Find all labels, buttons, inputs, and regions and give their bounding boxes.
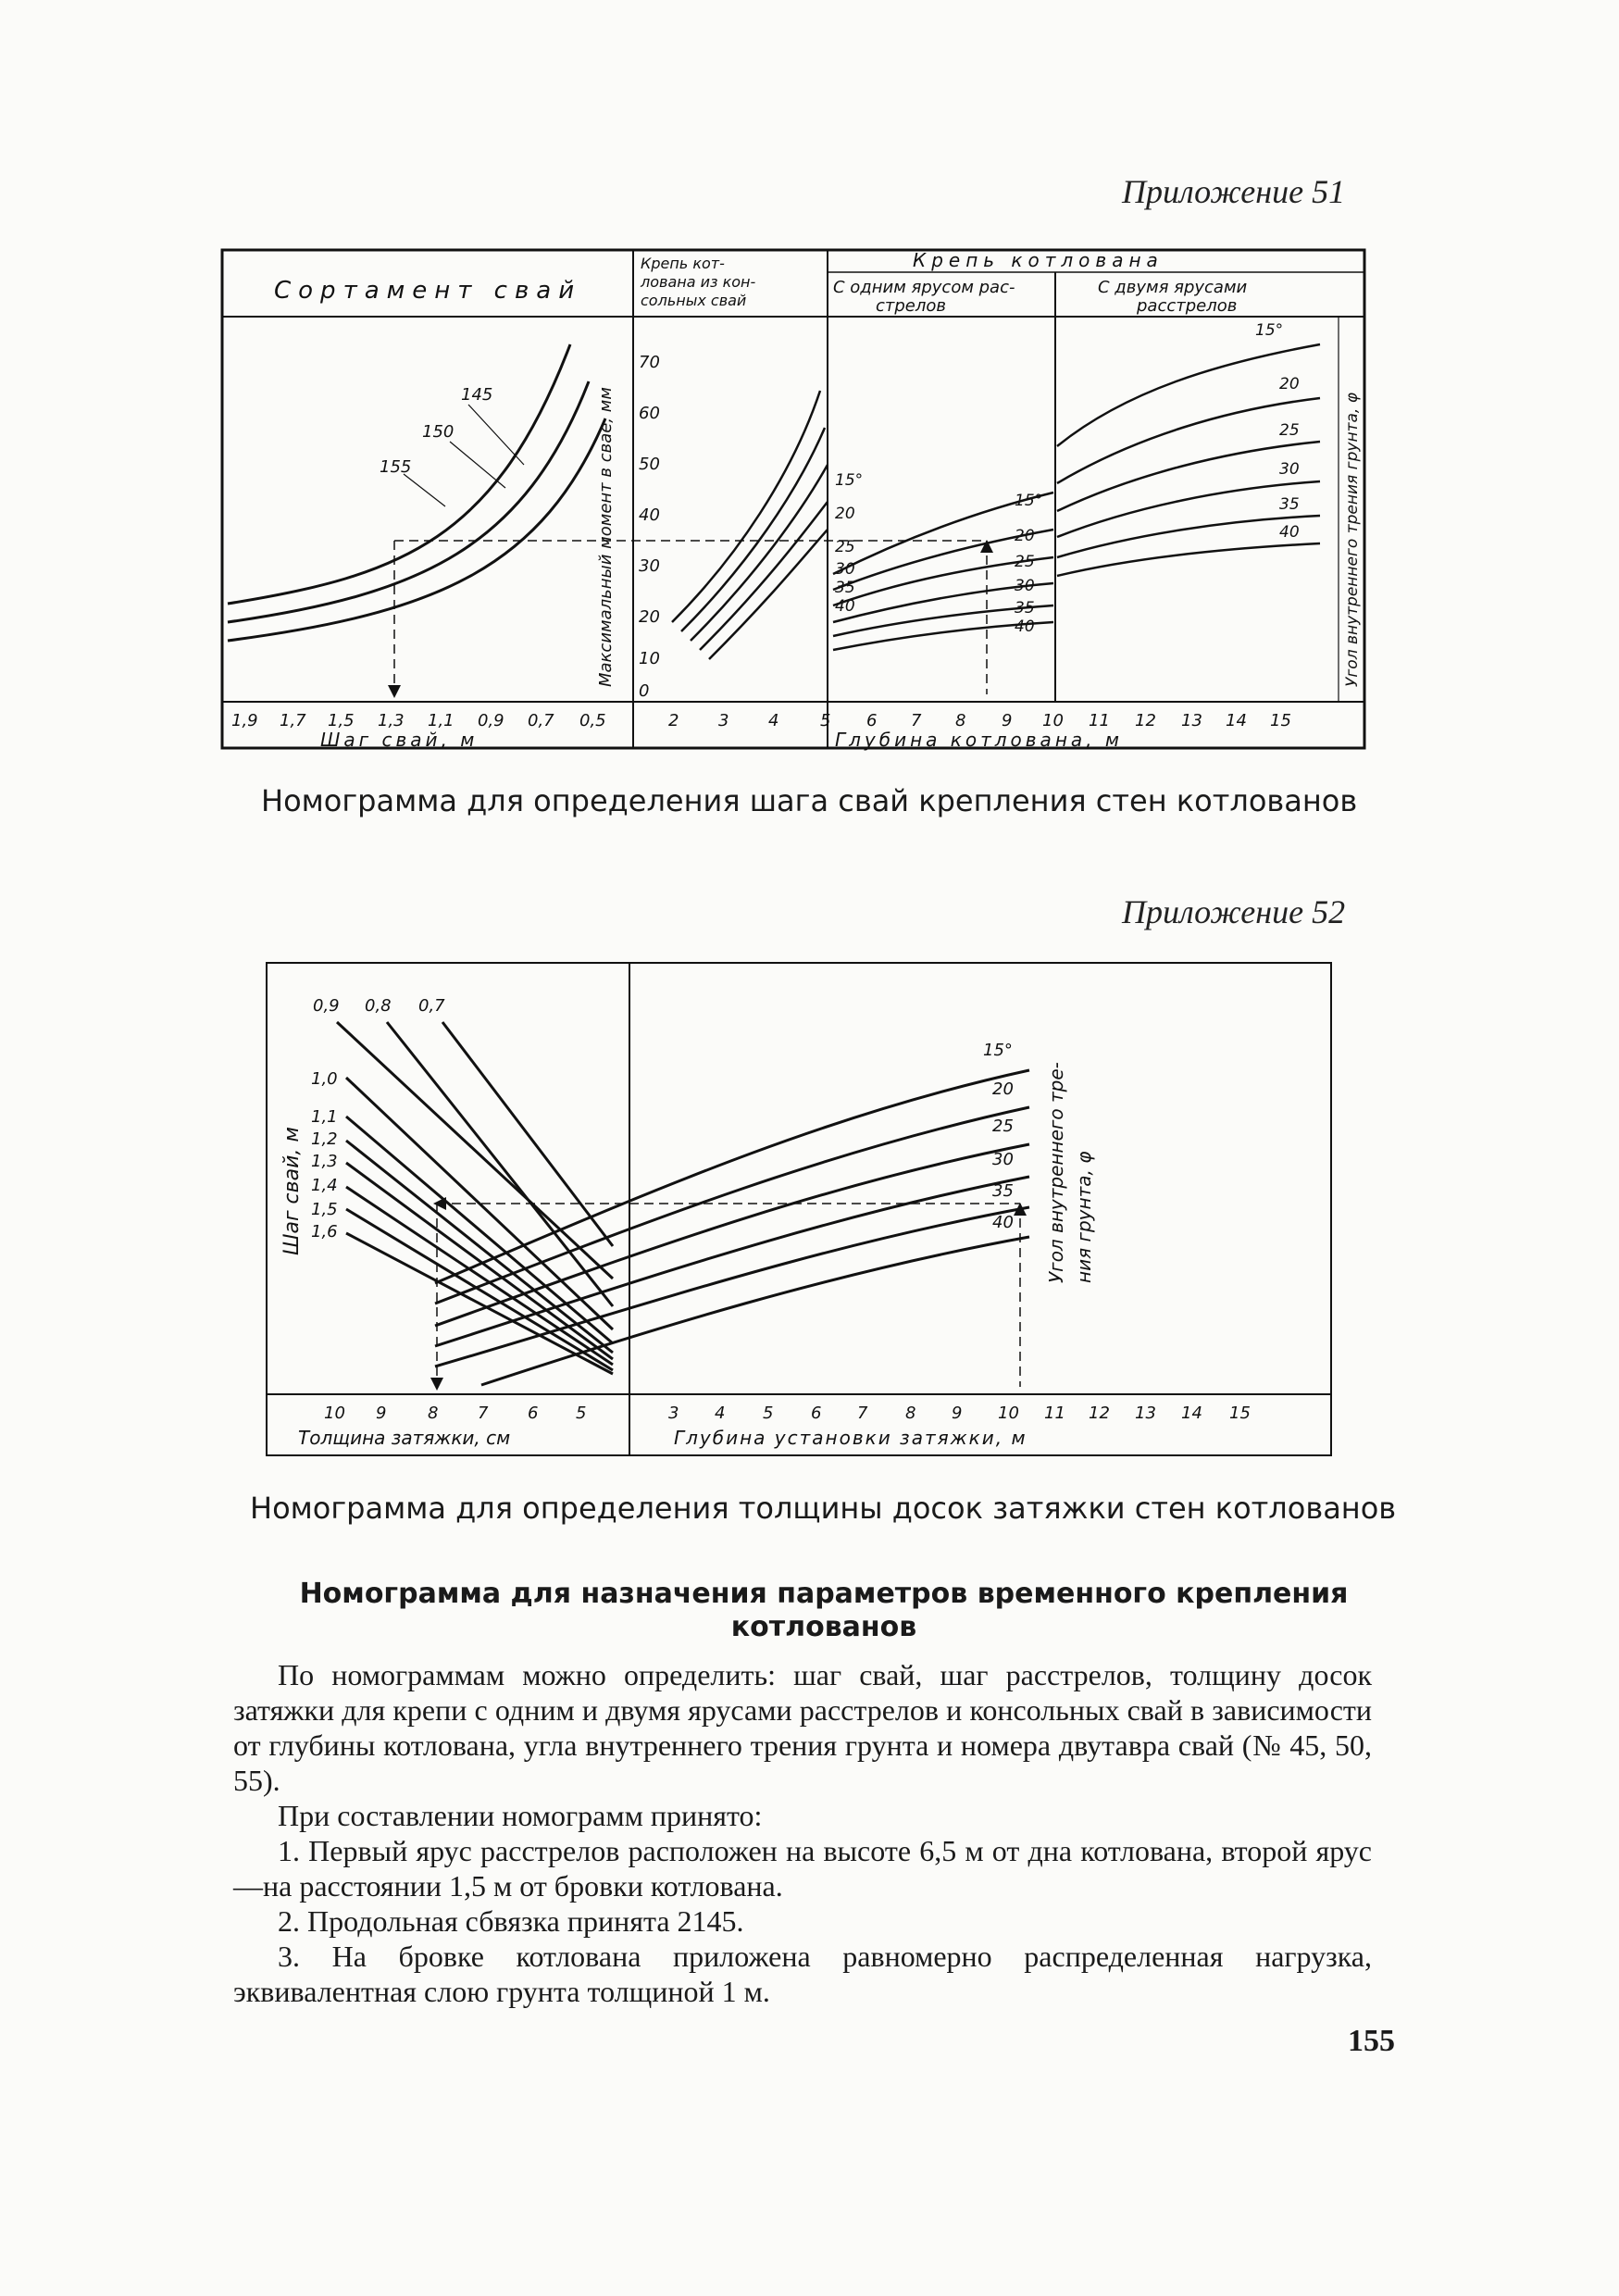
depth-tick: 14 (1226, 711, 1247, 730)
step-axis-label-2: Шаг свай, м (280, 1127, 304, 1255)
profile-curve-145 (228, 418, 605, 641)
step-tick: 0,9 (478, 711, 504, 730)
depth-tick: 12 (1135, 711, 1156, 730)
step-tick: 1,3 (378, 711, 405, 730)
konsol-angle-label: 30 (835, 560, 855, 579)
two-tier-angle-label: 40 (1279, 523, 1300, 542)
step-tick: 1,7 (280, 711, 306, 730)
depth-tick: 11 (1089, 711, 1110, 730)
depth-tick: 6 (866, 711, 878, 730)
moment-tick: 20 (639, 607, 660, 627)
step-tick: 1,9 (231, 711, 258, 730)
konsol-angle-label: 15° (835, 471, 864, 490)
paragraph-item-3: 3. На бровке котлована приложена равномерно распределенная нагрузка, эквивалентная слою грунта толщиной 1 м. (233, 1940, 1372, 2008)
depth-tick: 2 (668, 711, 679, 730)
moment-tick: 50 (639, 455, 660, 474)
step-label-left: 1,6 (311, 1222, 338, 1242)
depth-tick-2: 12 (1089, 1404, 1110, 1423)
angle-axis-label-2b: ния грунта, φ (1073, 1151, 1095, 1283)
two-tier-angle-label: 20 (1279, 375, 1300, 393)
header-krep: Крепь котлована (913, 249, 1164, 271)
one-tier-angle-label: 15° (1015, 492, 1043, 510)
section-heading (278, 1578, 1370, 1644)
konsol-angle-label: 25 (835, 538, 855, 556)
paragraph-assumptions: При составлении номограмм принято: (278, 1799, 763, 1832)
depth-tick-2: 14 (1181, 1404, 1202, 1423)
one-tier-angle-label: 35 (1015, 599, 1035, 618)
two-tier-angle-label: 30 (1279, 460, 1300, 479)
nomogram-pile-step (218, 243, 1370, 752)
moment-tick: 40 (639, 505, 660, 525)
angle-axis-label-2a: Угол внутреннего тре- (1045, 1062, 1067, 1283)
thickness-tick: 6 (528, 1404, 539, 1423)
profile-curve-150 (228, 381, 589, 622)
profile-label-145: 145 (461, 385, 493, 405)
depth-tick-2: 10 (998, 1404, 1019, 1423)
depth-tick-2: 13 (1135, 1404, 1156, 1423)
step-label-left: 1,2 (311, 1129, 338, 1149)
step-label-left: 1,3 (311, 1152, 338, 1171)
step-label-left: 1,5 (311, 1200, 338, 1219)
depth-tick: 15 (1270, 711, 1291, 730)
nomogram-lagging-thickness (261, 959, 1337, 1459)
depth-tick: 8 (955, 711, 966, 730)
step-tick: 0,7 (528, 711, 554, 730)
depth-tick-2: 6 (811, 1404, 822, 1423)
caption-nomogram-2: Номограмма для определения толщины досок затяжки стен котлованов (250, 1491, 1397, 1526)
step-tick: 1,1 (428, 711, 455, 730)
moment-axis-label: Максимальный момент в свае, мм (596, 387, 616, 687)
depth-tick: 10 (1042, 711, 1064, 730)
depth-tick-2: 15 (1229, 1404, 1251, 1423)
depth-tick-2: 4 (715, 1404, 726, 1423)
two-tier-angle-label: 25 (1279, 421, 1300, 440)
appendix-51-label: Приложение 51 (1122, 173, 1346, 210)
step-label-left: 1,4 (311, 1176, 338, 1195)
profile-label-150: 150 (422, 422, 455, 442)
thickness-tick: 9 (376, 1404, 387, 1423)
paragraph-item-1: 1. Первый ярус расстрелов расположен на высоте 6,5 м от дна котлована, второй ярус—на расстоянии 1,5 м от бровки котлована. (233, 1834, 1372, 1903)
angle-label: 40 (992, 1213, 1014, 1232)
header-one-tier-2: стрелов (876, 296, 947, 316)
depth-tick: 3 (718, 711, 729, 730)
depth-tick-2: 11 (1044, 1404, 1065, 1423)
angle-lines (435, 1070, 1029, 1385)
appendix-52-label: Приложение 52 (1122, 893, 1346, 930)
one-tier-angle-label: 25 (1015, 553, 1035, 571)
moment-tick: 60 (639, 404, 660, 423)
moment-tick: 10 (639, 649, 660, 668)
konsol-angle-label: 20 (835, 505, 855, 523)
one-tier-angle-label: 20 (1015, 527, 1035, 545)
depth-tick-2: 5 (763, 1404, 774, 1423)
depth-tick-2: 3 (668, 1404, 679, 1423)
section-heading-line-2: котлованов (730, 1611, 917, 1643)
depth-tick: 9 (1002, 711, 1013, 730)
step-tick: 0,5 (579, 711, 606, 730)
depth-tick: 7 (911, 711, 922, 730)
depth-tick-2: 8 (905, 1404, 916, 1423)
depth-tick-2: 7 (857, 1404, 868, 1423)
thickness-tick: 8 (428, 1404, 439, 1423)
step-axis-label: Шаг свай, м (320, 729, 479, 751)
konsol-curves (672, 391, 828, 659)
two-tier-angle-label: 35 (1279, 495, 1300, 514)
step-label-left: 1,0 (311, 1069, 338, 1089)
angle-label: 30 (992, 1150, 1014, 1169)
paragraph-intro: По номограммам можно определить: шаг свай, шаг расстрелов, толщину досок затяжки для крепи с одним и двумя ярусами расстрелов и консольных свай в зависимости от глубины котлована, угла внутреннего трения грунта и номера двутавра свай (№ 45, 50, 55). (233, 1658, 1372, 1797)
header-two-tiers-1: С двумя ярусами (1098, 278, 1248, 297)
step-label-top: 0,8 (365, 996, 392, 1016)
angle-label: 35 (992, 1181, 1014, 1201)
profile-label-155: 155 (380, 457, 412, 477)
depth-axis-label-2: Глубина установки затяжки, м (674, 1427, 1027, 1449)
header-sortament: Сортамент свай (274, 277, 582, 305)
angle-axis-label: Угол внутреннего трения грунта, φ (1343, 393, 1362, 687)
moment-tick: 30 (639, 556, 660, 576)
profile-curves (228, 344, 605, 641)
angle-label: 15° (983, 1041, 1013, 1060)
konsol-angle-label: 35 (835, 579, 855, 597)
moment-ticks (639, 353, 660, 701)
header-konsol-3: сольных свай (641, 292, 747, 309)
caption-nomogram-1: Номограмма для определения шага свай крепления стен котлованов (261, 783, 1358, 818)
depth-tick: 13 (1181, 711, 1202, 730)
section-heading-line-1: Номограмма для назначения параметров временного крепления (299, 1578, 1349, 1610)
angle-label: 20 (992, 1079, 1014, 1099)
depth-tick: 5 (820, 711, 831, 730)
page-number: 155 (1348, 2024, 1395, 2058)
depth-tick: 4 (768, 711, 779, 730)
konsol-angle-label: 40 (835, 597, 855, 616)
paragraph-item-2: 2. Продольная сбвязка принята 2145. (278, 1904, 744, 1938)
two-tier-angle-label: 15° (1255, 321, 1284, 340)
one-tier-angle-label: 40 (1015, 618, 1035, 636)
angle-label: 25 (992, 1117, 1014, 1136)
one-tier-angle-label: 30 (1015, 577, 1035, 595)
step-label-top: 0,7 (418, 996, 445, 1016)
depth-axis-label: Глубина котлована, м (835, 729, 1123, 751)
header-one-tier-1: С одним ярусом рас- (833, 278, 1015, 297)
step-lines (337, 1022, 613, 1374)
header-konsol-2: лована из кон- (641, 273, 756, 291)
thickness-tick: 7 (478, 1404, 489, 1423)
depth-tick-2: 9 (952, 1404, 963, 1423)
header-two-tiers-2: расстрелов (1137, 296, 1238, 316)
step-label-left: 1,1 (311, 1107, 338, 1127)
step-label-top: 0,9 (313, 996, 340, 1016)
thickness-axis-label: Толщина затяжки, см (298, 1427, 511, 1449)
header-konsol-1: Крепь кот- (641, 255, 725, 272)
moment-tick: 0 (639, 681, 650, 701)
thickness-tick: 10 (324, 1404, 345, 1423)
moment-tick: 70 (639, 353, 660, 372)
thickness-tick: 5 (576, 1404, 587, 1423)
step-tick: 1,5 (328, 711, 355, 730)
